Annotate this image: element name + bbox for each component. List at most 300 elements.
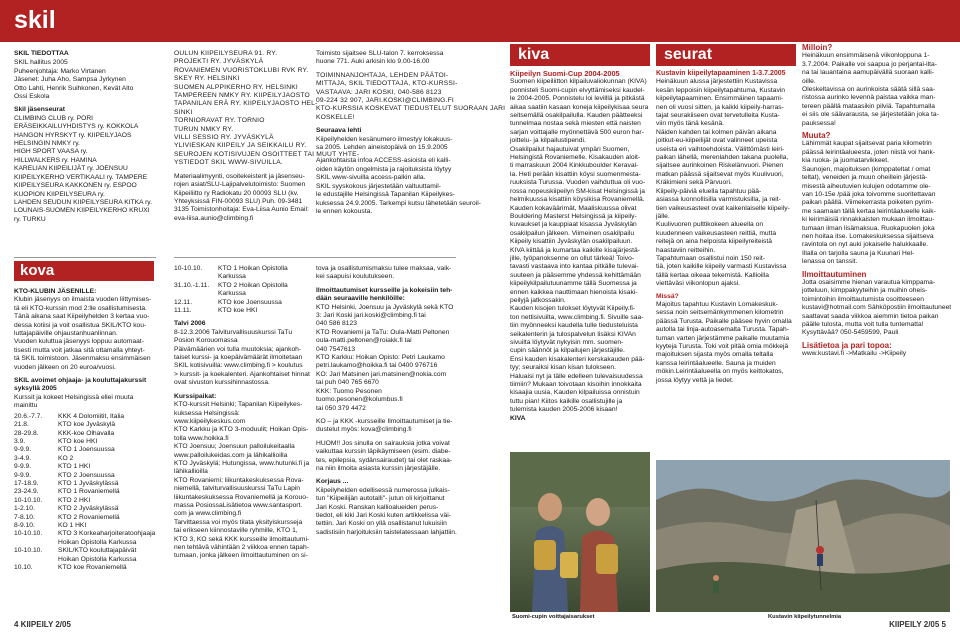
avoimet-kurssit-sub [14, 394, 156, 411]
club-name: ry. TURKU [14, 215, 46, 223]
kurssipaikat-line: KTO Rovaniemi; liikuntakeskuksessa Rova- [174, 476, 304, 484]
toiminnanjohtaja-block [316, 71, 506, 122]
schedule-course: KTO koe Jyväskylä [58, 421, 116, 429]
schedule-course: Hoikan Opistolla Karkussa [58, 555, 137, 563]
kova-column [14, 288, 156, 618]
kurssipaikat-line: tumaan, jonka jälkeen ilmoittautuminen on si- [174, 552, 308, 560]
schedule-course: KTO 3 Korkeaharjoiteratoohjaaja [58, 530, 156, 538]
schedule-course: KO 1 HKI [58, 521, 87, 529]
milloin-line: pauksessa! [802, 119, 836, 127]
course-schedule-2 [174, 265, 309, 315]
club-name: HELSINGIN NMKY ry. [14, 140, 80, 148]
kiva-line: sarjan voittajalle myönnettävä 500 euron har- [510, 128, 644, 136]
muuta-line: paikan päällä. Viimekerrasta poiketen pyrim- [802, 199, 934, 207]
ilmoittautumiset-line: KTO Karkku: Hoikan Opisto: Petri Laukamo [316, 354, 445, 362]
missa-line: kyyteja Turusta. Toki voit pitää omia mökkejä [656, 343, 789, 350]
missa-line: jossa löytyy vettä ja liedet. [656, 376, 734, 384]
seurat-line: haastaviin reitteihin. [656, 246, 716, 254]
ilmoittautuminen-line: kustavi@hotmail.com Sähköpostiin ilmoittautuneet [802, 304, 952, 312]
ilmoittautumiset-line: Ilmoittautumiset kursseille ja kokeisiin teh- [316, 286, 453, 294]
muuta-line: Lähimmät kaupat sijaitsevat paria kilometrin [802, 140, 932, 148]
kova-intro-line: Vuoden kuluttua jäsenyys loppuu automaat- [14, 338, 144, 346]
schedule-row [14, 446, 156, 454]
korjaus-line: tun "Kiipeilijän autotalli"- jutun oli kirjoittanut [316, 495, 445, 503]
kiva-line: tiin myönneeksi kaudella tulle tiedusteluista [510, 322, 638, 330]
kurssipaikat-line: KTO Joensuu; Joensuun palloilukeitaalla [174, 443, 295, 451]
club-name: CLIMBING CLUB ry. PORI [14, 114, 94, 122]
ilmoittautumiset-line: KTO Helsinki, Joensuu ja Jyväskylä sekä KTO [316, 303, 454, 311]
milloin-line: tereen päällä mataasikin pilviä. Tapahtumalla [802, 102, 935, 110]
schedule-course: KKK-koe Olhavalla [58, 429, 115, 437]
missa-line: mökin.Leirintäalueella on myös keittokatos, [656, 368, 784, 376]
suomi-cup-winners-photo [510, 452, 650, 612]
seurat-line: tällä kertaa oikeaa tekemistä. Kallioilla [656, 271, 770, 279]
talvi-line: 8-12.3.2006 Talviturvallisuuskurssi TaTu [174, 328, 293, 336]
kiva-line: cupin säännöt ja kilpailujen järjestäjille. [510, 347, 625, 355]
kurssipaikat-line: kuksessa Helsingissä: [174, 409, 240, 417]
korjaus-line: Kiipeilyhelden edellisessä numerossa julkais- [316, 486, 450, 494]
kurssipaikat-line: liikuntakeskuksessa Rovaniemellä ja Korouo- [174, 493, 309, 501]
talvi-block [174, 329, 309, 388]
seurat-line: Näiden kahden tai kolmen päivän aikana [656, 128, 777, 136]
ajankohtaista-line: le edustajille Helsingissä Tapanilan Kiipeilykes- [316, 191, 455, 199]
seurat-line: Heinäkuun alussa järjestettiin Kustavissa [656, 78, 778, 86]
schedule-row [14, 480, 156, 488]
kiva-line: Kauden kokaväärimät, Maaliskuussa olivat [510, 204, 637, 212]
kiva-line: le 2004-2005. Ponnistelu loi levilllä ja pitkästä [510, 95, 645, 103]
seurat-line: paikan lähellä, merenlahden takana puolella, [656, 154, 789, 162]
ilmoittautumiset-line: tuomo.pesonen@kolumbus.fi [316, 396, 403, 404]
schedule-course: Karkussa [218, 290, 246, 298]
ilmoittautuminen-line: Jotta osaisimme hienan varautua kimppama- [802, 278, 936, 286]
schedule-date: 31.10.-1.11. [174, 281, 210, 289]
kustavi-photo-caption: Kustavin kiipeilytunnelmia [768, 614, 842, 620]
hallitus-line: Ossi Eskola [14, 93, 50, 101]
club-name: TURUN NMKY RY. [174, 125, 234, 133]
kiva-line: tulemista kauden 2005-2006 kisaan! [510, 406, 618, 414]
schedule-course: KTO koe HKI [218, 307, 258, 315]
ilmoittautumiset-line: KO: Jari Matsinen jari.matsinen@nokia.com [316, 370, 447, 378]
schedule-date [14, 539, 58, 547]
schedule-date: 23-24.9. [14, 488, 39, 496]
lisatietoa-link[interactable]: www.kustavi.fi ->Matkailu ->Kiipeily [802, 350, 907, 358]
milloin-line: oille. [802, 77, 816, 85]
kiva-line: kisaajia uusia, Kauden kilpailuissa onnistuin [510, 389, 640, 397]
club-name: KIIPEILYSEURA KAKKONEN ry. ESPOO [14, 182, 137, 190]
ilmoittautuminen-line: päälle tulosta, mutta voit tulla tuntematta! [802, 321, 924, 328]
hallitus-block [14, 59, 156, 101]
missa-block [656, 301, 796, 385]
korjaus-line: sadistisiin harjoituksiin taistelatessaan lahjattiin. [316, 528, 457, 536]
kiva-line: KIVA kiittää ja kumartaa kaikille kisajärjestä- [510, 246, 640, 254]
kurssipaikat-line: massa PosiossaLisätietoa www.santasport. [174, 501, 303, 509]
kurssipaikat-line: www.palloilukeidas.com ja lähikallioilla [174, 451, 288, 459]
club-name: TAPANILAN ERÄ RY. KIIPEILYJAOSTO HEL- [174, 100, 318, 108]
kiva-line: tavasti vastaava into kantaa pitkälle tulevai- [510, 263, 639, 271]
muuta-line: kia ruoka- ja juomatarvikkeet. [802, 157, 889, 165]
schedule-row [14, 530, 156, 538]
ilmoittautuminen-block [802, 279, 950, 338]
seurat-line: viettäväsi viikonlopun ajaksi. [656, 280, 741, 288]
schedule-row [14, 488, 156, 496]
missa-line: päässä Turusta. Paikalle pääsee hyvin omalla [656, 317, 792, 325]
seurat-line: kesän leppoisin kiipeilytapahtuma, Kustavin [656, 86, 785, 94]
schedule-row [14, 564, 156, 572]
kurssipaikat-line: tai erikseen kiinnostaville ryhmille, KTO 1, [174, 527, 298, 535]
korjaus-title: Korjaus ... [316, 478, 349, 486]
seurat-line: Tapahtumaan osallistui noin 150 reit- [656, 254, 765, 262]
lisatietoa-title: Lisätietoa ja pari topoa: [802, 340, 892, 350]
seurat-line: tiä, joten kaikille kiipeily varmasti Kustavissa [656, 263, 787, 271]
seurat-article-title: Kustavin kiipeilytapaaminen 1-3.7.2005 [656, 70, 786, 77]
missa-line: sessa noin seitsemänkymmenen kilometrin [656, 309, 784, 317]
huom-line: HUOM!! Jos sinulla on sairauksia jotka voivat [316, 439, 450, 447]
korjaus-line: tettiin. Jari Koski on yllä osallistanut lukuisiin [316, 520, 447, 528]
schedule-row [14, 472, 156, 480]
kiva-line: Osakilpailut hajautuivat ympäri Suomen, [510, 145, 630, 153]
material-sales [174, 173, 309, 223]
club-name: LOUNAIS-SUOMEN KIIPEILYKERHO KRUXI [14, 207, 150, 215]
schedule-date [174, 273, 218, 281]
club-name: VILLI SESSIO RY. JYVÄSKYLÄ [174, 134, 274, 142]
kiva-line: helmikuussa kisattiin köysikisa Rovaniemellä. [510, 196, 645, 204]
toiminnanjohtaja-line: KTO-KURSSIA KOSKEVAT TIEDUSTELUT SUORAAN JARI [316, 105, 506, 113]
schedule-course: KTO 1 Hoikan Opistolla [218, 265, 288, 272]
club-name: ROVANIEMEN VUORISTOKLUBI RVK RY. [174, 66, 309, 74]
avoimet-title-line: syksyllä 2005 [14, 385, 57, 393]
schedule-date: 9-9.9. [14, 471, 32, 479]
course-schedule [14, 413, 156, 573]
toiminnanjohtaja-line: VASTAAVA: JARI KOSKI, 040-586 8123 [316, 88, 442, 96]
seuraava-lehti-title: Seuraava lehti [316, 127, 362, 135]
schedule-date: 8-9.10. [14, 521, 35, 529]
club-name: TAMPEREEN NMKY RY. KIIPEILYJAOSTO [174, 92, 310, 100]
huom-block [316, 440, 456, 474]
schedule-course: KKK 4 Dolomiitit, Italia [58, 412, 125, 420]
kova-intro-line: Klubin jäsenyys on ilmaista vuoden liittymises- [14, 296, 152, 304]
seurat-line: matkan päässä sijaitsevat myös Kuulivuori, [656, 170, 784, 178]
seurat-line: joitkut-eu-kiipeilijät ovat valinneet upeista [656, 137, 778, 145]
material-line: eva-liisa.aunio@climbing.fi [174, 214, 254, 222]
seurat-article-body [656, 78, 796, 288]
muuta-line: Illalla on tarjolla sauna ja Kuunari Hel- [802, 249, 915, 257]
kiva-line: kuvaukset ja kauppiaat kisassa Jyväskylän [510, 221, 637, 229]
talvi-line: taiset kurssi- ja koepäivämäärät ilmoitetaan [174, 354, 303, 362]
kova-intro-line: tisesti mutta voit jatkaa sitä ottamalla yhteyt- [14, 346, 145, 354]
kkk-line: dustelut myös: kova@climbing.fi [316, 426, 412, 434]
ajankohtaista-line: kuksessa 24.9.2005. Tarkempi kutsu lähetetään seuroil- [316, 199, 481, 207]
avoimet-kurssit-title [14, 377, 156, 394]
ilmoittautumiset-line: 3: Jari Koski jari.koski@climbing.fi tai [316, 312, 426, 320]
kiva-line: seitsemällä osakilpailulla. Kauden päätteeksi [510, 112, 643, 120]
kiva-article-title: Kiipeilyn Suomi-Cup 2004-2005 [510, 69, 620, 78]
club-name: LAHDEN SEUDUN KIIPEILYSEURA KITKA ry. [14, 198, 152, 206]
seurat-line: viin myös tänä kesänä. [656, 120, 725, 128]
schedule-course: KTO 1 Rovaniemellä [58, 488, 120, 496]
schedule-course: KTO 2 Jyväskylässä [58, 505, 119, 513]
ilmoittautuminen-title: Ilmoittautuminen [802, 269, 867, 279]
schedule-row [14, 505, 156, 513]
kustavi-photo-illustration [656, 460, 950, 612]
toiminnanjohtaja-line: MITTAJA, SKIL TIEDOTTAJA, KTO-KURSSI- [316, 80, 458, 88]
kiva-line: suuteen ja pääsemme yhdessä kehittämään [510, 271, 641, 279]
kova-intro-line: luttajapäiville ohjaustanhuanlinnan. [14, 330, 118, 338]
rule-mid-top [174, 257, 456, 258]
kiva-line: seikalenterin ja tulospalvelun lisäksi KIVAn [510, 330, 636, 338]
missa-title: Missä? [656, 292, 679, 300]
korjaus-block [316, 487, 456, 537]
seuraava-lehti-block [316, 136, 456, 153]
ajankohtaista-line: le ennen kokousta. [316, 207, 373, 215]
kurssipaikat-line: com ja www.climbing.fi [174, 510, 242, 518]
office-line: huone 771. Auki arkisin klo 9.00-16.00 [316, 58, 430, 66]
seurat-line: kiipeilytapaaminen. Ensimmäinen tapaami- [656, 95, 784, 103]
footer-right: KIIPEILY 2/05 5 [889, 620, 946, 629]
milloin-line: na tai lauantaina aamupäivällä suoraan kalli- [802, 69, 934, 77]
ilmoittautuminen-line: Kysyttävää? 050-5459599, Pauli [802, 329, 899, 337]
payment-line: kei saapuisi koulutukseen. [316, 273, 395, 281]
club-name: PROJEKTI RY. JYVÄSKYLÄ [174, 58, 264, 66]
toiminnanjohtaja-line: TOIMINNANJOHTAJA, LEHDEN PÄÄTOI- [316, 71, 449, 79]
kiva-line: jille, työpanoksenne on ollut tärkeä! Toivo- [510, 254, 635, 262]
schedule-row [14, 438, 156, 446]
huom-line: vaikuttaa kurssin läpikäymiseen (esim. diabe- [316, 448, 451, 456]
kiva-line: Ensi kauden kisakalenteri kerskakauden pää- [510, 355, 645, 363]
schedule-date: 9-9.9. [14, 446, 32, 454]
schedule-date [174, 290, 218, 298]
seurat-line: useista eri vaihtoehdoista. Välittömästi leiri- [656, 145, 785, 153]
schedule-date: 10-10.10. [174, 265, 203, 272]
kiva-line: ponnisteli Suomi-cupin elvyttämiseksi kaudel- [510, 86, 645, 94]
kiva-line: ton nettisivuilta, www.climbing.fi. Sivuille saa- [510, 313, 644, 321]
kurssipaikat-line: www.kiipeilykeskus.com [174, 417, 246, 425]
office-line: Toimisto sijaitsee SLU-talon 7. kerroksessa [316, 50, 444, 57]
course-dates-column [174, 265, 309, 620]
milloin-line: Heinäkuun ensimmäisenä viikonloppuna 1- [802, 52, 930, 60]
schedule-date: 10-10.10. [14, 530, 43, 538]
kurssipaikat-line: KTO Karkku ja KTO 3-moduulit; Hoikan Opis- [174, 426, 309, 434]
hallitus-line: Otto Lahti, Henrik Suihkonen, Kevät Alto [14, 84, 134, 92]
avoimet-sub-line: Kurssit ja kokeet Helsingissä ellei muuta [14, 393, 134, 401]
seurat-line: sijaitsee aurinkoinen Riskelänvuori. Pienen [656, 162, 784, 170]
kurssipaikat-line: Tarvittaessa voi myös tilata yksityiskursseja [174, 518, 303, 526]
schedule-row [14, 497, 156, 505]
schedule-course: KTO koe Joensuussa [218, 298, 282, 306]
kustavi-climbing-photo [656, 460, 950, 612]
schedule-date: 3.9. [14, 437, 26, 445]
club-name: TORNIORAVAT RY. TORNIO [174, 117, 265, 125]
muuta-line: ki leirimäisiä rinnakkaisten mukaan ilmoittau- [802, 216, 935, 224]
material-line: rojen asiat/SLU-Lajipalvelutoimisto: Suomen [174, 181, 306, 189]
schedule-date: 21.8. [14, 421, 29, 429]
club-name: SEUROJEN KOTISIVUJEN OSOITTEET TAI MUUT YHTE- [174, 150, 360, 158]
schedule-row [174, 273, 309, 281]
talvi-line: ovat sivuston kurssihinnastossa. [174, 379, 270, 387]
header-title: skil [14, 6, 56, 34]
korjaus-line: Jari Koski. Ranskan kallioalueiden perus- [316, 503, 439, 511]
schedule-row [174, 307, 309, 315]
kiva-line: tunnelmaa nostaa sekä miesten että naisten [510, 120, 641, 128]
avoimet-title-line: SKIL avoimet ohjaaja- ja kouluttajakurssit [14, 377, 147, 385]
milloin-title: Milloin? [802, 43, 833, 52]
kiva-section-head: kiva [510, 44, 650, 66]
kiva-line: tuttu pian! Kiitos kaikille osallistujille ja [510, 397, 623, 405]
material-line: Materiaalimyynti, osoitekeisterit ja jäsenseu- [174, 172, 305, 180]
schedule-date: 7-8.10. [14, 513, 35, 521]
winners-photo-illustration [510, 452, 650, 612]
club-name: HILLWALKERS ry. HAMINA [14, 156, 97, 164]
schedule-date: 10-10.10. [14, 496, 43, 504]
ilmoittautumiset-line: 040 7547613 [316, 345, 356, 353]
seurat-line: reitejä on aina helpoista kiipeilyreiteistä [656, 238, 772, 246]
jasenseurat-title: Skil jäsenseurat [14, 106, 65, 114]
kiva-line: Kauden kisojen tulokset löytyvät Kiipeily.fi- [510, 305, 636, 313]
club-name: YLIVIESKAN KIIPEILY JA SEIKKAILU RY. [174, 142, 307, 150]
kova-intro-line: tä SKIL toimistoon. Jäsenmaksu ensimmäisen [14, 355, 151, 363]
muuta-line: lenassa on tanssit. [802, 258, 858, 266]
seurat-line: tajat seurakiiseen ovat tervetulleita Kusta- [656, 112, 780, 120]
schedule-row [14, 539, 156, 547]
ajankohtaista-line: Ajankohtaista infoa ACCESS-asioista eli kalli- [316, 157, 451, 165]
ilmoittautumiset-block [316, 287, 456, 413]
office-hours [316, 50, 456, 67]
schedule-date: 10.10. [14, 564, 33, 571]
schedule-date: 1-2.10. [14, 505, 35, 513]
kova-intro-line: dessa kotiisi ja voit osallistua SKIL/KTO kou- [14, 321, 147, 329]
ilmoittautuminen-line: toimintoihin ilmoittautumista osoitteeseen [802, 295, 924, 303]
kova-section-head: kova [14, 261, 154, 281]
club-name: SINKI [174, 108, 193, 116]
muuta-line: nen hoitaa itse. Lomakeskuksessa sijaitseva [802, 232, 934, 240]
kurssipaikat-line: tolla www.hoikka.fi [174, 434, 229, 442]
footer-left: 4 KIIPEILY 2/05 [14, 620, 71, 629]
muuta-line: tumaan ilman lisämaksua. Ruokapuolen joka [802, 224, 935, 232]
kiva-line: joittelu- ja kilpailustipendi. [510, 137, 586, 145]
kiva-line: Bouldering Masterst Helsingissä ja kiipeily- [510, 212, 637, 220]
club-name: KIIPEILYKERHO VERTIKAALI ry. TAMPERE [14, 173, 148, 181]
kiva-line: osakilpailun jälkeen. Viimeinen osakilpailu [510, 229, 635, 237]
huom-line: na niin ilmoita asiasta kurssin järjestäjälle. [316, 464, 441, 472]
talvi-line: SKIL kotisivuilla: www.climbing.fi > koulutus [174, 362, 303, 370]
kiva-article [510, 70, 650, 470]
club-name: YSTIEDOT SKIL WWW-SIVUILLA. [174, 159, 283, 167]
material-line: 3135 Toimistonhoitaja: Eva-Liisa Aunio Email: [174, 206, 309, 214]
schedule-date: 28-29.8. [14, 429, 39, 437]
schedule-date [14, 556, 58, 564]
club-name: ERÄSEIKKAILUYHDISTYS ry. KOKKOLA [14, 123, 139, 131]
kiva-line: Helsingistä Rovaniemelle. Kisakauden aloit- [510, 154, 641, 162]
muuta-line: päässä leirintäalueesta, joten niistä voi hank- [802, 148, 936, 156]
club-name: HANGON HYRSKYT ry. KIIPEILYJAOS [14, 131, 132, 139]
schedule-course: KTO 1 Jyväskylässä [58, 479, 119, 487]
schedule-course: KTO 2 HKI [58, 496, 91, 504]
schedule-date: 3-4.9. [14, 454, 32, 462]
kiva-article-body [510, 78, 650, 414]
kurssipaikat-block [174, 401, 309, 561]
club-name: SUOMEN ALPPIKERHO RY. HELSINKI [174, 83, 298, 91]
ajankohtaista-block [316, 157, 481, 216]
ajankohtaista-line: SKIL syyskokous järjestetään valtuuttamil- [316, 182, 442, 190]
club-name: SKEY RY. HELSINKI [174, 75, 240, 83]
seurat-line: tien vaikeusasteet ovat kaikenlaiselle kiipeily- [656, 204, 790, 212]
kto-jasenille-title: KTO-KLUBIN JÄSENILLE: [14, 288, 97, 295]
ilmoittautumiset-line: KKK: Tuomo Pesonen [316, 387, 382, 395]
seurat-line: kuudenneen vaikeusasteen reittiä, mutta [656, 229, 777, 237]
kurssipaikat-line: niemellä, talviturvallisuuskurssi TaTu Lapin [174, 485, 301, 493]
kiva-line: rossa nopeuskiipeilyn SM-kisat Helsingissä ja [510, 187, 645, 195]
schedule-course: KTO 1 Joensuussa [58, 446, 115, 454]
ilmoittautumiset-line: dään seuraaville henkilöille: [316, 295, 405, 303]
muuta-line: van 10-15e /pää joka toivomme suoritettavan [802, 190, 936, 198]
seurat-line: Kuulivuoren pulttikokeen alueella on [656, 221, 764, 229]
missa-line: autolla tai linja-autoasemalta Turusta. Tapah- [656, 326, 789, 334]
schedule-date: 11.11. [174, 307, 192, 315]
kiva-line: tyy; seuraiksi kisan kisan tulokseen. [510, 364, 616, 372]
kiva-signature: KIVA [510, 414, 526, 422]
schedule-row [14, 522, 156, 530]
kiva-line: Suomen kiipeiliitton kilpailuvaliokunnan (KIVA) [510, 78, 647, 86]
milloin-line: ei siis ole säävarausta, se järjestetään joka ta- [802, 111, 939, 119]
club-name: HIGH SPORT VAASA ry. [14, 148, 88, 156]
milloin-block [802, 52, 950, 128]
club-name: KUOPION KIIPEILYSEURA ry. [14, 190, 105, 198]
avoimet-sub-line: mainittu [14, 402, 38, 410]
seurat-line: jälle. [656, 212, 670, 220]
ilmoittautuminen-line: saattavat saada viikkoa aiemmin tietoa paikan [802, 312, 939, 320]
schedule-course: SKIL/KTO kouluttajapäivät [58, 547, 137, 555]
missa-line: majoituksen sijasta myös omalla teltalla [656, 351, 774, 359]
talvi-line: > kurssit- ja koekalenteri. Ajankohtaiset hinnat [174, 370, 310, 378]
talvi-line: Posion Korouomassa [174, 337, 238, 345]
ajankohtaista-line: oiden käytön ongelmista ja rajoituksista löytyy [316, 165, 452, 173]
schedule-row [14, 514, 156, 522]
kurssipaikat-line: KTO 3, KO sekä KKK kursseille ilmoittautumi- [174, 535, 310, 543]
ilmoittautuminen-line: jotteluun, kimppakyyteihin ja muihin oheis- [802, 287, 928, 295]
schedule-row [14, 413, 156, 421]
schedule-course: KTO 2 Rovaniemellä [58, 513, 120, 521]
ajankohtaista-line: SKIL www-sivuilla access-palkin alla. [316, 174, 426, 182]
korjaus-line: tiedot, eli kiki Jari Koski kuten artikkelissa väi- [316, 511, 451, 519]
kiva-line: kiipeilykilpailutuunamme tällä Suomessa ja [510, 280, 637, 288]
kurssipaikat-line: lähikallioilla [174, 468, 208, 476]
missa-line: tuman varten järjestämme paikalle muutamia [656, 334, 790, 342]
kiva-line: aikaa saatiin kasaan koneja kiipeilykisaa seura [510, 103, 649, 111]
schedule-row [174, 265, 309, 273]
missa-line: kanssa leirintäalueelle. Sauna ja muiden [656, 359, 776, 367]
talvi-line: Päivämäärien voi tulla muutoksia; ajankoh- [174, 345, 302, 353]
kova-intro-line: Tänä aikana saat Kiipeilyhelden 3 kertaa vuo- [14, 313, 150, 321]
muuta-line: misestä aiheutuvien kulujen odotamme ole- [802, 182, 931, 190]
muuta-title: Muuta? [802, 131, 831, 141]
club-list [14, 115, 156, 224]
hallitus-line: SKIL hallitus 2005 [14, 59, 68, 67]
rule-left-top [14, 257, 156, 258]
seurat-line: asiassa luonnollisilla varmistuksilla, ja reit- [656, 196, 781, 204]
muuta-line: teltat), veneiden ja muun oheillein järjestä- [802, 174, 928, 182]
schedule-row [14, 421, 156, 429]
missa-line: Majoitus tapahtuu Kustavin Lomakeskuk- [656, 300, 778, 308]
schedule-row [174, 299, 309, 307]
kurssipaikat-line: nen tehtävä vähintään 2 viikkoa ennen tapah- [174, 544, 309, 551]
ilmoittautumiset-line: tai puh 040 765 6670 [316, 379, 379, 387]
muuta-line: ravintola on nyt auki jokaiselle halukkaalle. [802, 241, 929, 249]
muuta-line: me saamaan tällä kertaa leirintäalueelle kaik- [802, 207, 936, 215]
ilmoittautumiset-line: KTO Rovaniemi ja TaTu: Oula-Matti Peltonen [316, 328, 450, 336]
schedule-date: 12.11. [174, 298, 193, 306]
seurat-line: Kräkimieni sekä Pärvuori. [656, 179, 732, 187]
kiva-line: peilyjä jatkossakin. [510, 296, 566, 304]
skil-info-column [14, 50, 156, 255]
